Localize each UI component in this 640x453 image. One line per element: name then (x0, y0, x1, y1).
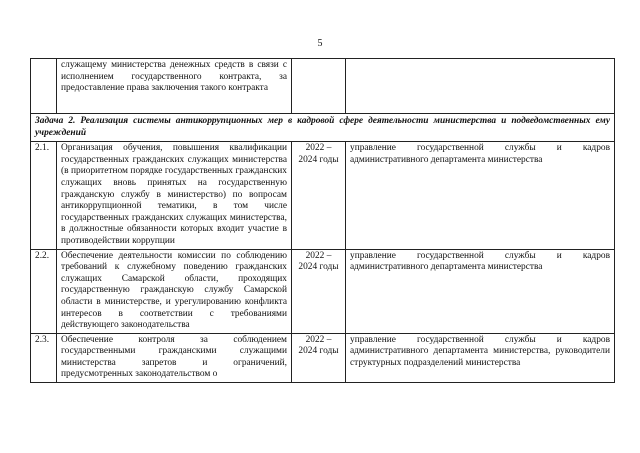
activity-text: Обеспечение контроля за соблюдением государственными гражданскими служащими министерства запретов и ограничений, предусмотренных законодательством о (57, 333, 292, 382)
page-number: 5 (317, 38, 323, 49)
term-text: 2022 – 2024 годы (292, 142, 346, 249)
row-number: 2.3. (31, 333, 57, 382)
task-heading-row (31, 114, 615, 142)
activity-text: Обеспечение деятельности комиссии по соблюдению требований к служебному поведению гражданских служащих Самарской области, проходящих государственную гражданскую службу Самарской области в министерстве, и урегулированию конфликта интересов в соответствии с требованиями действующего законодательства (57, 249, 292, 333)
row-number-cell (31, 59, 57, 114)
table-row (31, 142, 615, 249)
term-text: 2022 – 2024 годы (292, 249, 346, 333)
responsible-text: управление государственной службы и кадров административного департамента министерства (346, 249, 615, 333)
activity-text: Организация обучения, повышения квалификации государственных гражданских служащих министерства (в приоритетном порядке государственных гражданских служащих вновь принятых на государственную гражданскую службу в министерство) по вопросам антикоррупционной тематики, в том числе государственных гражданских служащих министерства, в должностные обязанности которых входит участие в противодействии коррупции (57, 142, 292, 249)
table-row (31, 249, 615, 333)
responsible-cell (346, 59, 615, 114)
anticorruption-plan-table (30, 58, 615, 383)
term-cell (292, 59, 346, 114)
activity-cell: служащему министерства денежных средств в связи с исполнением государственного контракта, за предоставление права заключения такого контракта (57, 59, 292, 114)
task-heading: Задача 2. Реализация системы антикоррупционных мер в кадровой сфере деятельности министерства и подведомственных ему учреждений (31, 114, 615, 142)
term-text: 2022 – 2024 годы (292, 333, 346, 382)
row-number: 2.1. (31, 142, 57, 249)
responsible-text: управление государственной службы и кадров административного департамента министерства, руководители структурных подразделений министерства (346, 333, 615, 382)
table-row (31, 333, 615, 382)
row-number: 2.2. (31, 249, 57, 333)
table-row-continued (31, 59, 615, 114)
responsible-text: управление государственной службы и кадров административного департамента министерства (346, 142, 615, 249)
